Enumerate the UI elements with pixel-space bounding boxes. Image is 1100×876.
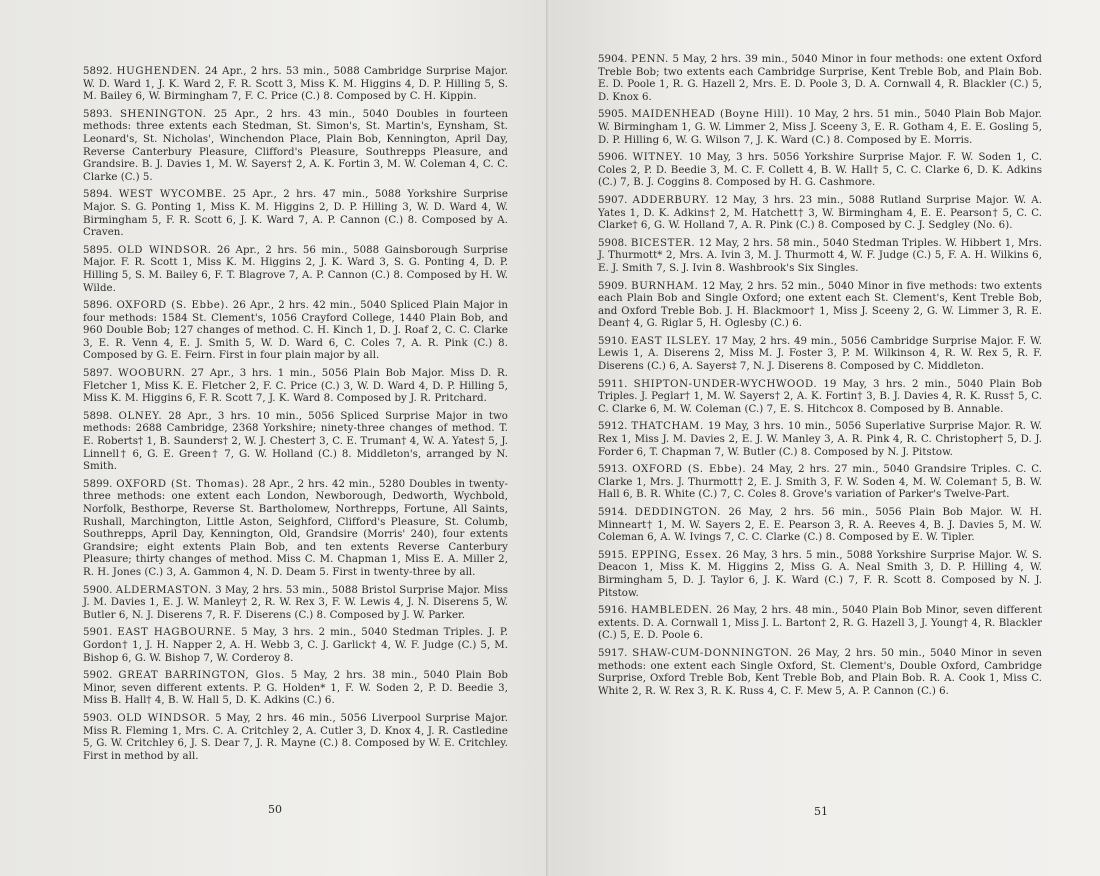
entry-number: 5906. [598,152,628,164]
peal-entry [83,189,508,239]
entry-text: 12 May, 2 hrs. 58 min., 5040 Stedman Triples. W. Hibbert 1, Mrs. J. Thurmott* 2, Mrs. A. Ivin 3, M. J. Thurmott 4, W. F. Judge (C.) 5, F. A. H. Wilkins 6, E. J. Smith 7, S. J. Ivin 8. Washbrook's Six Singles. [598,237,1042,274]
entry-text: 19 May, 3 hrs. 10 min., 5056 Superlative Surprise Major. R. W. Rex 1, Miss J. M. Davies 2, E. J. W. Manley 3, A. R. Pink 4, R. C. Christopher† 5, D. J. Forder 6, T. Chapman 7, W. Butler (C.) 8. Composed by N. J. Pitstow. [598,421,1042,458]
entry-text: 26 Apr., 2 hrs. 56 min., 5088 Gainsborough Surprise Major. F. R. Scott 1, Miss K. M. Higgins 2, J. K. Ward 3, S. G. Ponting 4, D. P. Hilling 5, S. M. Bailey 6, F. T. Blagrove 7, A. P. Cannon (C.) 8. Composed by H. W. Wilde. [83,244,508,294]
entry-text: 28 Apr., 2 hrs. 42 min., 5280 Doubles in twenty-three methods: one extent each London, Newborough, Dedworth, Wychbold, Norfolk, Besthorpe, Reverse St. Bartholomew, Northrepps, Fortune, All Saints, Rushall, Marchington, Little Aston, Seighford, Clifford's Pleasure, St. Columb, Southrepps, April Day, Kennington, Old, Grandsire (Morris' 240), four extents Grandsire; eight extents Plain Bob, and ten extents Reverse Canterbury Pleasure; thirty changes of method. Miss C. M. Chapman 1, Miss E. A. Miller 2, R. H. Jones (C.) 3, A. Gammon 4, N. D. Deam 5. First in twenty-three by all. [83,478,508,578]
peal-entry [598,421,1042,459]
entry-text: 10 May, 3 hrs. 5056 Yorkshire Surprise Major. F. W. Soden 1, C. Coles 2, P. D. Beedie 3, M. C. F. Collett 4, B. W. Hall† 5, C. C. Clarke 6, D. K. Adkins (C.) 7, B. J. Coggins 8. Composed by H. G. Cashmore. [598,152,1042,189]
entry-number: 5896. [83,300,113,312]
page-number-left: 50 [268,803,282,816]
peal-entry [598,605,1042,643]
right-page [552,0,1100,876]
entry-text: 5 May, 2 hrs. 46 min., 5056 Liverpool Surprise Major. Miss R. Fleming 1, Mrs. C. A. Critchley 2, A. Cutler 3, D. Knox 4, J. R. Castledine 5, G. W. Critchley 6, J. S. Dear 7, J. R. Mayne (C.) 8. Composed by W. E. Critchley. First in method by all. [83,712,508,762]
peal-entry [83,585,508,623]
entry-number: 5915. [598,549,628,561]
entry-text: 10 May, 2 hrs. 51 min., 5040 Plain Bob Major. W. Birmingham 1, G. W. Limmer 2, Miss J. Sceeny 3, E. R. Gotham 4, E. E. Gosling 5, D. P. Hilling 6, W. G. Wilson 7, J. K. Ward (C.) 8. Composed by E. Morris. [598,109,1042,146]
entry-number: 5909. [598,280,628,292]
peal-entry [83,713,508,763]
peal-entry [598,109,1042,147]
entry-place: OLD WINDSOR. [117,712,211,724]
entry-place: ALDERMASTON. [115,584,212,596]
entry-number: 5892. [83,66,113,77]
entry-place: OXFORD (St. Thomas). [116,478,249,490]
peal-entry [83,411,508,474]
entry-number: 5904. [598,54,628,65]
peal-entry [83,670,508,708]
entry-number: 5900. [83,584,113,596]
entry-place: OLNEY. [118,410,163,422]
entry-number: 5893. [83,108,113,120]
entry-place: EPPING, Essex. [631,549,722,561]
entry-place: OXFORD (S. Ebbe). [632,464,747,476]
peal-entry [83,245,508,295]
entry-place: SHAW-CUM-DONNINGTON. [632,647,793,659]
entry-text: 25 Apr., 2 hrs. 43 min., 5040 Doubles in fourteen methods: three extents each Stedman, St. Simon's, St. Martin's, Eynsham, St. Leonard's, St. Nicholas', Winchendon Place, Plain Bob, Kennington, April Day, Reverse Canterbury Pleasure, Clifford's Pleasure, Southrepps Pleasure, and Grandsire. B. J. Davies 1, M. W. Sayers† 2, A. K. Fortin 3, M. W. Coleman 4, C. C. Clarke (C.) 5. [83,108,508,183]
entry-text: 17 May, 2 hrs. 49 min., 5056 Cambridge Surprise Major. F. W. Lewis 1, A. Diserens 2, Miss M. J. Foster 3, P. M. Wilkinson 4, R. W. Rex 5, R. F. Diserens (C.) 6, A. Sayers‡ 7, N. J. Diserens 8. Composed by C. Middleton. [598,335,1042,373]
entry-number: 5905. [598,109,628,121]
peal-entry [83,627,508,665]
peal-entry [598,281,1042,331]
entry-number: 5901. [83,627,113,639]
entry-text: 25 Apr., 2 hrs. 47 min., 5088 Yorkshire Surprise Major. S. G. Ponting 1, Miss K. M. Higgins 2, D. P. Hilling 3, W. D. Ward 4, W. Birmingham 5, F. R. Scott 6, J. K. Ward 7, A. P. Cannon (C.) 8. Composed by A. Craven. [83,189,508,239]
peal-entry [598,464,1042,502]
page-number-right: 51 [814,805,828,818]
entry-place: SHENINGTON. [119,108,207,120]
entry-place: MAIDENHEAD (Boyne Hill). [631,109,794,121]
entry-place: ADDERBURY. [632,194,710,206]
entry-place: OLD WINDSOR. [117,244,212,256]
peal-entry [598,550,1042,600]
peal-entry [598,648,1042,698]
right-entries [598,54,1042,698]
peal-entry [598,507,1042,545]
entry-place: HUGHENDEN. [116,66,201,77]
entry-text: 5 May, 3 hrs. 2 min., 5040 Stedman Triples. J. P. Gordon† 1, J. H. Napper 2, A. H. Webb 3, C. J. Garlick† 4, W. F. Judge (C.) 5, M. Bishop 6, G. W. Bishop 7, W. Corderoy 8. [83,627,508,664]
entry-text: 28 Apr., 3 hrs. 10 min., 5056 Spliced Surprise Major in two methods: 2688 Cambridge, 2368 Yorkshire; ninety-three changes of method. T. E. Roberts† 1, B. Saunders† 2, W. J. Chester† 3, C. E. Truman† 4, W. A. Yates† 5, J. Linnell† 6, G. E. Green† 7, G. W. Holland (C.) 8. Middleton's, arranged by N. Smith. [83,410,508,473]
entry-place: EAST ILSLEY. [631,335,712,347]
entry-place: BURNHAM. [631,280,699,292]
peal-entry [83,300,508,363]
entry-place: HAMBLEDEN. [631,605,713,617]
entry-text: 24 May, 2 hrs. 27 min., 5040 Grandsire Triples. C. C. Clarke 1, Mrs. J. Thurmott† 2, E. J. Smith 3, F. W. Soden 4, M. W. Coleman† 5, B. W. Hall 6, B. R. White (C.) 7, C. Coles 8. Grove's variation of Parker's Twelve-Part. [598,464,1042,501]
entry-text: 26 May, 3 hrs. 5 min., 5088 Yorkshire Surprise Major. W. S. Deacon 1, Miss K. M. Higgins 2, Miss G. A. Neal Smith 3, D. P. Hilling 4, W. Birmingham 5, D. J. Taylor 6, J. K. Ward (C.) 7, F. R. Scott 8. Composed by N. J. Pitstow. [598,549,1042,599]
peal-entry [598,379,1042,417]
entry-place: GREAT BARRINGTON, Glos. [118,670,285,682]
entry-text: 26 May, 2 hrs. 56 min., 5056 Plain Bob Major. W. H. Minneart† 1, M. W. Sayers 2, E. E. Pearson 3, R. A. Reeves 4, B. J. Davies 5, M. W. Coleman 6, A. W. Ivings 7, C. C. Clarke (C.) 8. Composed by E. W. Tipler. [598,507,1042,544]
entry-place: WEST WYCOMBE. [118,189,227,201]
entry-place: OXFORD (S. Ebbe). [116,300,229,312]
entry-place: DEDDINGTON. [634,507,721,518]
peal-entry [83,368,508,406]
entry-place: WITNEY. [632,152,684,164]
left-entries [83,66,508,763]
entry-number: 5907. [598,194,628,206]
entry-text: 26 May, 2 hrs. 48 min., 5040 Plain Bob Minor, seven different extents. D. A. Cornwall 1, Miss J. L. Barton† 2, R. G. Hazell 3, J. Young† 4, R. Blackler (C.) 5, E. D. Poole 6. [598,605,1042,642]
entry-text: 26 Apr., 2 hrs. 42 min., 5040 Spliced Plain Major in four methods: 1584 St. Clement's, 1056 Crayford College, 1440 Plain Bob, and 960 Double Bob; 127 changes of method. C. H. Kinch 1, D. J. Roaf 2, C. C. Clarke 3, E. R. Venn 4, E. J. Smith 5, W. D. Ward 6, C. Coles 7, A. R. Pink (C.) 8. Composed by G. E. Feirn. First in four plain major by all. [83,300,508,362]
entry-place: WOOBURN. [118,368,186,380]
entry-number: 5914. [598,507,628,518]
left-page [0,0,548,876]
peal-entry [598,195,1042,233]
entry-place: THATCHAM. [631,421,704,433]
entry-number: 5910. [598,335,628,347]
peal-entry [83,66,508,104]
entry-number: 5913. [598,464,628,476]
entry-number: 5895. [83,244,113,256]
entry-place: EAST HAGBOURNE. [117,627,237,639]
entry-number: 5911. [598,378,628,390]
entry-text: 19 May, 3 hrs. 2 min., 5040 Plain Bob Triples. J. Peglar† 1, M. W. Sayers† 2, A. K. Fortin† 3, B. J. Davies 4, R. K. Russ† 5, C. C. Clarke 6, M. W. Coleman (C.) 7, E. S. Hitchcox 8. Composed by B. Annable. [598,378,1042,415]
entry-text: 3 May, 2 hrs. 53 min., 5088 Bristol Surprise Major. Miss J. M. Davies 1, E. J. W. Manley† 2, R. W. Rex 3, F. W. Lewis 4, J. N. Diserens 5, W. Butler 6, N. J. Diserens 7, R. F. Diserens (C.) 8. Composed by J. W. Parker. [83,584,509,621]
peal-entry [83,109,508,185]
entry-text: 12 May, 3 hrs. 23 min., 5088 Rutland Surprise Major. W. A. Yates 1, D. K. Adkins† 2, M. Hatchett† 3, W. Birmingham 4, E. E. Pearson† 5, C. C. Clarke† 6, G. W. Holland 7, A. R. Pink (C.) 8. Composed by C. J. Sedgley (No. 6). [598,194,1042,232]
peal-entry [598,152,1042,190]
peal-entry [598,238,1042,276]
entry-number: 5916. [598,605,628,617]
entry-text: 12 May, 2 hrs. 52 min., 5040 Minor in five methods: two extents each Plain Bob and Single Oxford; one extent each St. Clement's, Kent Treble Bob, and Oxford Treble Bob. J. H. Blackmoor† 1, Miss J. Sceeny 2, G. W. Limmer 3, R. E. Dean† 4, G. Riglar 5, H. Oglesby (C.) 6. [598,280,1042,330]
entry-number: 5908. [598,237,628,249]
entry-place: BICESTER. [630,237,696,249]
entry-place: PENN. [631,54,669,65]
entry-number: 5903. [83,712,113,724]
peal-entry [83,479,508,580]
entry-number: 5897. [83,368,113,380]
entry-text: 27 Apr., 3 hrs. 1 min., 5056 Plain Bob Major. Miss D. R. Fletcher 1, Miss K. E. Fletcher 2, F. C. Price (C.) 3, W. D. Ward 4, D. P. Hilling 5, Miss K. M. Higgins 6, F. R. Scott 7, J. K. Ward 8. Composed by J. R. Pritchard. [83,368,508,405]
entry-text: 5 May, 2 hrs. 38 min., 5040 Plain Bob Minor, seven different extents. P. G. Holden* 1, F. W. Soden 2, P. D. Beedie 3, Miss B. Hall† 4, B. W. Hall 5, D. K. Adkins (C.) 6. [83,670,508,707]
entry-text: 5 May, 2 hrs. 39 min., 5040 Minor in four methods: one extent Oxford Treble Bob; two extents each Cambridge Surprise, Kent Treble Bob, and Plain Bob. E. D. Poole 1, R. G. Hazell 2, Mrs. E. D. Poole 3, D. A. Cornwall 4, R. Blackler (C.) 5, D. Knox 6. [598,54,1042,103]
entry-number: 5917. [598,647,628,659]
entry-number: 5902. [83,670,113,682]
peal-entry [598,336,1042,374]
entry-text: 24 Apr., 2 hrs. 53 min., 5088 Cambridge Surprise Major. W. D. Ward 1, J. K. Ward 2, F. R. Scott 3, Miss K. M. Higgins 4, D. P. Hilling 5, S. M. Bailey 6, W. Birmingham 7, F. C. Price (C.) 8. Composed by C. H. Kippin. [83,66,508,103]
entry-number: 5899. [83,478,113,490]
entry-text: 26 May, 2 hrs. 50 min., 5040 Minor in seven methods: one extent each Single Oxford, St. Clement's, Double Oxford, Cambridge Surprise, Oxford Treble Bob, Kent Treble Bob, and Plain Bob. R. A. Cook 1, Miss C. White 2, R. W. Rex 3, R. K. Russ 4, C. F. Mew 5, A. P. Cannon (C.) 6. [598,647,1042,697]
entry-number: 5912. [598,421,628,433]
entry-number: 5894. [83,189,113,201]
entry-number: 5898. [83,410,113,422]
peal-entry [598,54,1042,104]
entry-place: SHIPTON-UNDER-WYCHWOOD. [633,378,818,390]
